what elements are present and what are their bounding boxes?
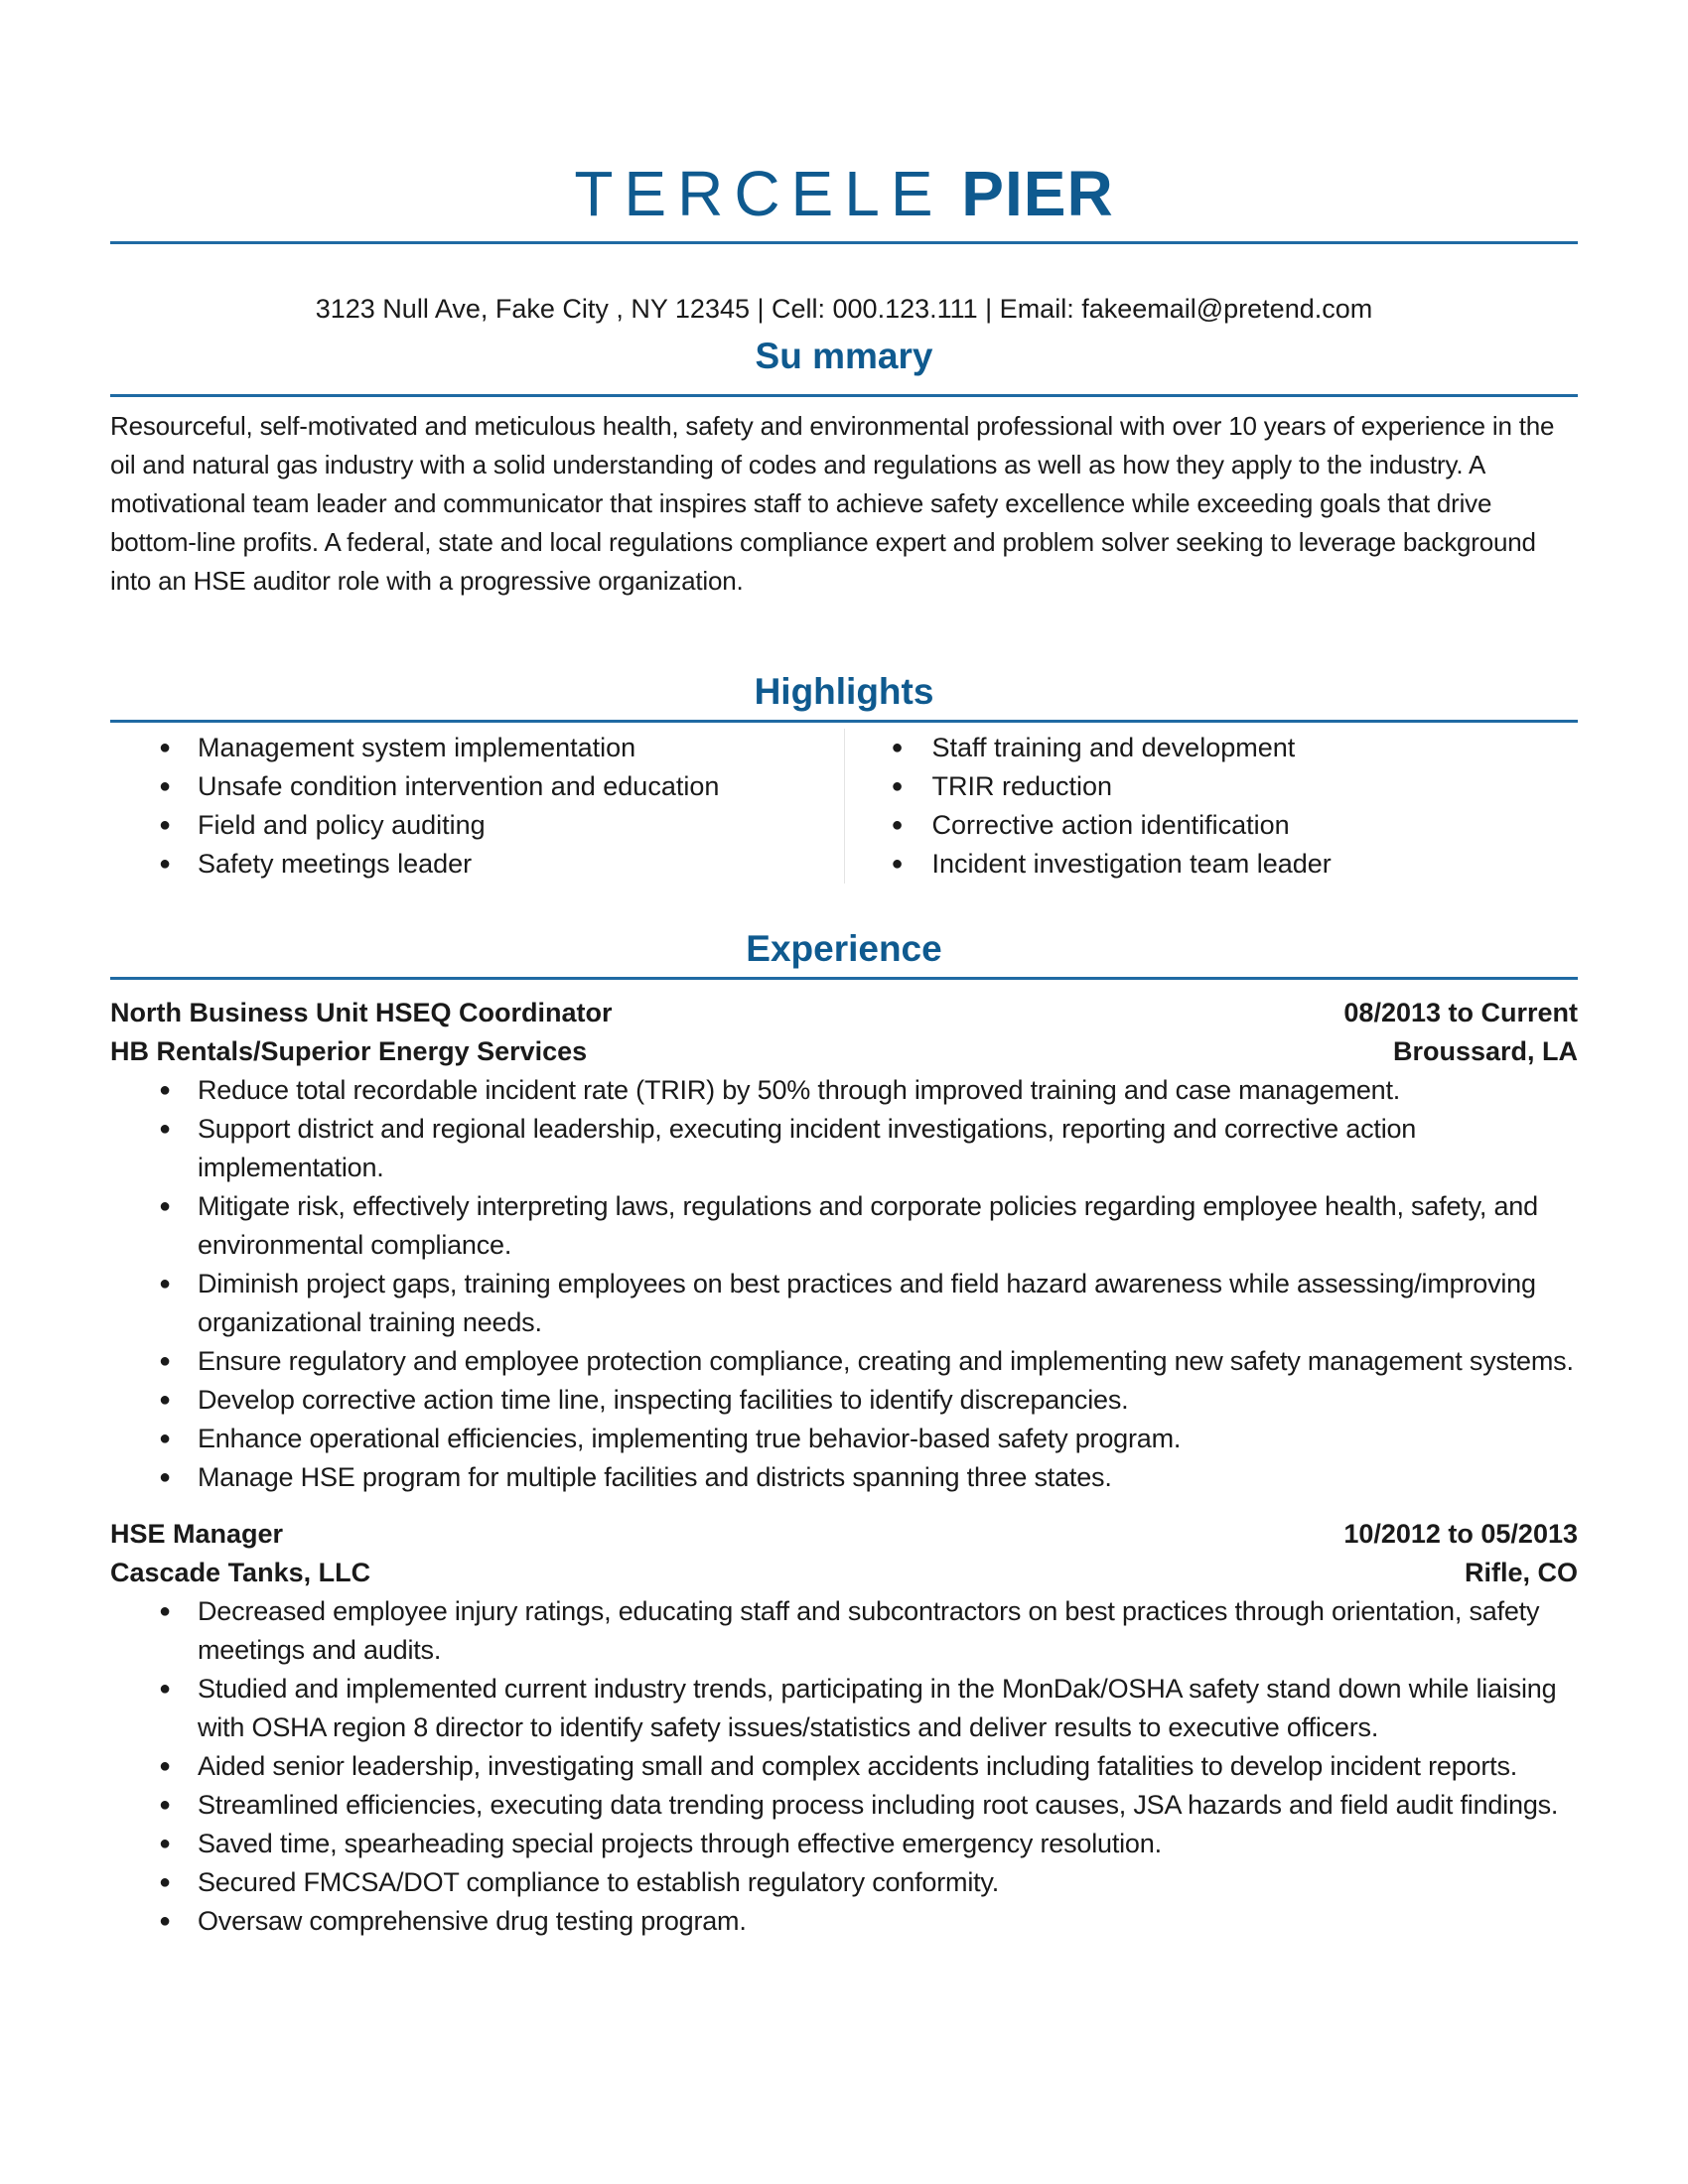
- highlight-item: ● TRIR reduction: [845, 767, 1579, 806]
- bullet-icon: ●: [159, 1871, 171, 1893]
- bullet-icon: ●: [159, 1079, 171, 1101]
- job-company-row: [110, 1554, 1578, 1592]
- job-bullet: ● Reduce total recordable incident rate (TRIR) by 50% through improved training and case management.: [110, 1071, 1578, 1110]
- job-bullet: ● Mitigate risk, effectively interpreting laws, regulations and corporate policies regarding employee health, safety, and environmental compliance.: [110, 1187, 1578, 1265]
- highlight-item: ● Management system implementation: [110, 729, 844, 767]
- job-bullet: ● Diminish project gaps, training employees on best practices and field hazard awareness while assessing/improving organizational training needs.: [110, 1265, 1578, 1342]
- job-bullets: [110, 1592, 1578, 1941]
- experience-divider: [110, 977, 1578, 980]
- job-bullet: ● Oversaw comprehensive drug testing program.: [110, 1902, 1578, 1941]
- job-title: North Business Unit HSEQ Coordinator: [110, 998, 613, 1027]
- bullet-icon: ●: [891, 814, 904, 836]
- highlights-grid: [110, 729, 1578, 884]
- highlights-right-column: [845, 729, 1579, 884]
- contact-line: 3123 Null Ave, Fake City , NY 12345 | Cell: 000.123.111 | Email: fakeemail@pretend.com: [315, 294, 1373, 324]
- last-name: PIER: [961, 158, 1114, 229]
- name-divider: [110, 241, 1578, 244]
- job-dates: 10/2012 to 05/2013: [1343, 1519, 1578, 1549]
- first-name: TERCELE: [574, 158, 944, 229]
- job-company: HB Rentals/Superior Energy Services: [110, 1036, 588, 1066]
- bullet-icon: ●: [159, 1350, 171, 1372]
- bullet-icon: ●: [159, 1389, 171, 1411]
- bullet-icon: ●: [159, 1794, 171, 1816]
- bullet-icon: ●: [891, 853, 904, 875]
- job-bullet: ● Enhance operational efficiencies, implementing true behavior-based safety program.: [110, 1420, 1578, 1458]
- highlights-divider: [110, 720, 1578, 723]
- job-bullets: [110, 1071, 1578, 1497]
- bullet-icon: ●: [159, 1833, 171, 1854]
- bullet-icon: ●: [159, 1273, 171, 1295]
- job-company-row: [110, 1032, 1578, 1071]
- summary-paragraph: Resourceful, self-motivated and meticulous health, safety and environmental professional with over 10 years of experience in the oil and natural gas industry with a solid understanding of codes and regulations as well as how they apply to the industry. A motivational team leader and communicator that inspires staff to achieve safety excellence while exceeding goals that drive bottom-line profits. A federal, state and local regulations compliance expert and problem solver seeking to leverage background into an HSE auditor role with a progressive organization.: [110, 411, 1555, 596]
- job-title: HSE Manager: [110, 1519, 284, 1549]
- job-bullet: ● Decreased employee injury ratings, educating staff and subcontractors on best practices through orientation, safety meetings and audits.: [110, 1592, 1578, 1670]
- job-dates: 08/2013 to Current: [1343, 998, 1578, 1027]
- bullet-icon: ●: [159, 1755, 171, 1777]
- highlight-item: ● Field and policy auditing: [110, 806, 844, 845]
- highlights-heading: Highlights: [754, 671, 934, 712]
- job-bullet: ● Develop corrective action time line, inspecting facilities to identify discrepancies.: [110, 1381, 1578, 1420]
- job-bullet: ● Aided senior leadership, investigating small and complex accidents including fatalities to develop incident reports.: [110, 1747, 1578, 1786]
- summary-heading: Su mmary: [755, 336, 933, 376]
- job-bullet: ● Manage HSE program for multiple facilities and districts spanning three states.: [110, 1458, 1578, 1497]
- bullet-icon: ●: [159, 853, 172, 875]
- bullet-icon: ●: [159, 1600, 171, 1622]
- highlight-item: ● Corrective action identification: [845, 806, 1579, 845]
- experience-heading: Experience: [746, 928, 942, 969]
- bullet-icon: ●: [159, 1428, 171, 1449]
- highlight-item: ● Staff training and development: [845, 729, 1579, 767]
- job-bullet: ● Saved time, spearheading special projects through effective emergency resolution.: [110, 1825, 1578, 1863]
- job-company: Cascade Tanks, LLC: [110, 1558, 371, 1587]
- highlight-item: ● Safety meetings leader: [110, 845, 844, 884]
- candidate-name: [110, 157, 1578, 230]
- job-bullet: ● Streamlined efficiencies, executing data trending process including root causes, JSA hazards and field audit findings.: [110, 1786, 1578, 1825]
- highlight-item: ● Incident investigation team leader: [845, 845, 1579, 884]
- bullet-icon: ●: [891, 737, 904, 758]
- bullet-icon: ●: [159, 1195, 171, 1217]
- resume-page: [110, 0, 1578, 1941]
- job-entry: [110, 994, 1578, 1497]
- job-bullet: ● Support district and regional leadership, executing incident investigations, reporting and corrective action implementation.: [110, 1110, 1578, 1187]
- bullet-icon: ●: [159, 737, 172, 758]
- highlight-item: ● Unsafe condition intervention and education: [110, 767, 844, 806]
- summary-divider: [110, 394, 1578, 397]
- job-bullet: ● Studied and implemented current industry trends, participating in the MonDak/OSHA safety stand down while liaising with OSHA region 8 director to identify safety issues/statistics and deliver results to executive officers.: [110, 1670, 1578, 1747]
- job-bullet: ● Ensure regulatory and employee protection compliance, creating and implementing new safety management systems.: [110, 1342, 1578, 1381]
- bullet-icon: ●: [891, 775, 904, 797]
- bullet-icon: ●: [159, 1118, 171, 1140]
- bullet-icon: ●: [159, 775, 172, 797]
- job-location: Rifle, CO: [1464, 1558, 1578, 1587]
- job-entry: [110, 1515, 1578, 1941]
- bullet-icon: ●: [159, 814, 172, 836]
- job-title-row: [110, 1515, 1578, 1554]
- highlights-left-column: [110, 729, 845, 884]
- bullet-icon: ●: [159, 1910, 171, 1932]
- job-location: Broussard, LA: [1392, 1036, 1578, 1066]
- job-title-row: [110, 994, 1578, 1032]
- bullet-icon: ●: [159, 1466, 171, 1488]
- job-bullet: ● Secured FMCSA/DOT compliance to establish regulatory conformity.: [110, 1863, 1578, 1902]
- bullet-icon: ●: [159, 1678, 171, 1700]
